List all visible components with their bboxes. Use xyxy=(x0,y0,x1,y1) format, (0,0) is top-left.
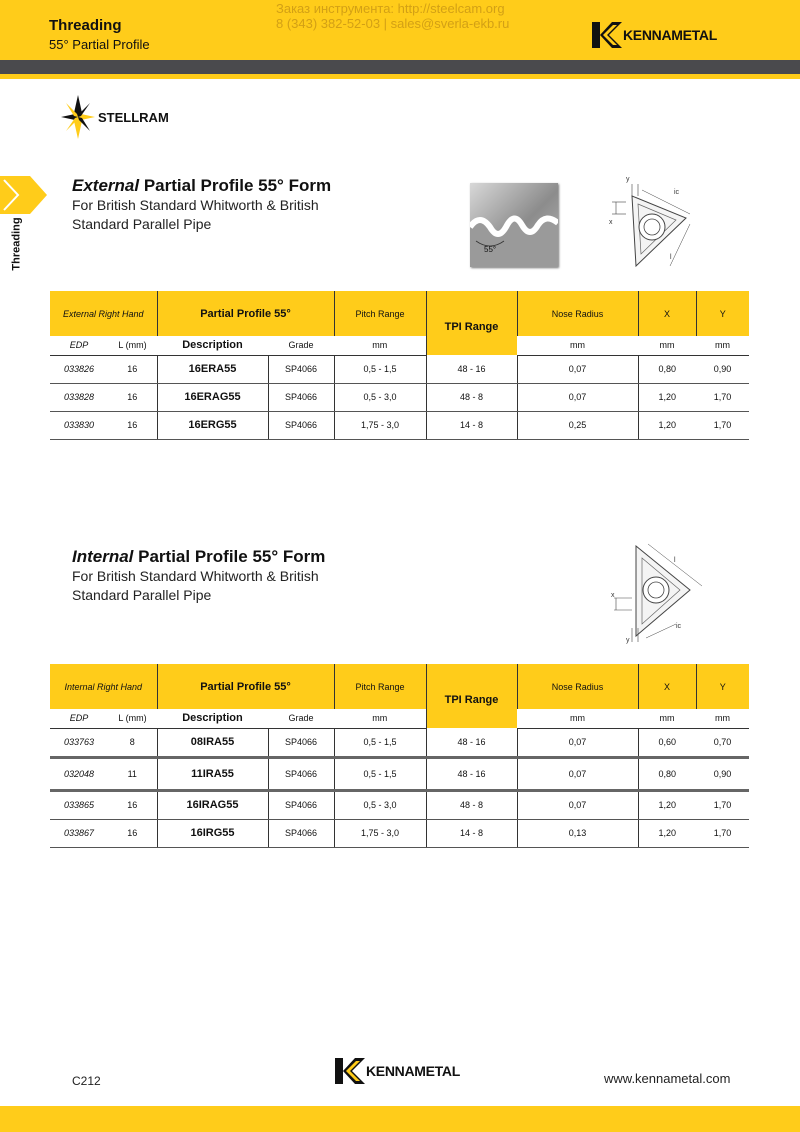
internal-subtitle-line-1: For British Standard Whitworth & British xyxy=(72,568,319,584)
cell-desc: 08IRA55 xyxy=(157,728,268,757)
external-title-em: External xyxy=(72,176,140,195)
internal-pitch-header: Pitch Range xyxy=(334,664,426,709)
cell-grade: SP4066 xyxy=(268,411,334,439)
cell-y: 0,70 xyxy=(696,728,749,757)
footer-bar xyxy=(0,1106,800,1132)
cell-grade: SP4066 xyxy=(268,355,334,383)
kennametal-logo-header xyxy=(592,22,717,48)
page-number: C212 xyxy=(72,1074,101,1088)
internal-nose-unit: mm xyxy=(517,709,638,728)
cell-x: 0,80 xyxy=(638,355,696,383)
cell-y: 1,70 xyxy=(696,411,749,439)
internal-units-row xyxy=(50,709,749,728)
header-yellow-stripe xyxy=(0,74,800,79)
cell-pitch: 0,5 - 1,5 xyxy=(334,355,426,383)
cell-nose: 0,07 xyxy=(517,728,638,757)
thread-angle-label: 55° xyxy=(484,245,497,254)
cell-edp: 033828 xyxy=(50,383,108,411)
cell-nose: 0,07 xyxy=(517,383,638,411)
internal-nose-header: Nose Radius xyxy=(517,664,638,709)
cell-edp: 033826 xyxy=(50,355,108,383)
footer-url-link[interactable]: www.kennametal.com xyxy=(604,1071,731,1086)
diagram-l-label: l xyxy=(670,254,672,261)
contact-line-2[interactable]: 8 (343) 382-52-03 | sales@sverla-ekb.ru xyxy=(276,16,510,31)
internal-subtitle-line-2: Standard Parallel Pipe xyxy=(72,587,212,603)
external-l-unit: L (mm) xyxy=(108,336,157,355)
cell-desc: 16ERAG55 xyxy=(157,383,268,411)
kennametal-wordmark: KENNAMETAL xyxy=(623,27,717,43)
cell-x: 1,20 xyxy=(638,819,696,847)
table-row xyxy=(50,790,749,819)
cell-pitch: 1,75 - 3,0 xyxy=(334,819,426,847)
cell-y: 0,90 xyxy=(696,355,749,383)
cell-grade: SP4066 xyxy=(268,728,334,757)
stellram-star-icon xyxy=(60,94,96,140)
cell-nose: 0,07 xyxy=(517,790,638,819)
cell-y: 1,70 xyxy=(696,790,749,819)
diagram-x-label: x xyxy=(611,592,615,599)
internal-spec-table xyxy=(50,664,749,848)
internal-subtitle xyxy=(72,567,319,605)
cell-x: 1,20 xyxy=(638,790,696,819)
cell-desc: 11IRA55 xyxy=(157,757,268,790)
cell-tpi: 14 - 8 xyxy=(426,411,517,439)
kennametal-wordmark: KENNAMETAL xyxy=(366,1063,460,1079)
cell-nose: 0,13 xyxy=(517,819,638,847)
internal-y-header: Y xyxy=(696,664,749,709)
cell-nose: 0,25 xyxy=(517,411,638,439)
cell-grade: SP4066 xyxy=(268,757,334,790)
kennametal-logo-footer xyxy=(335,1058,460,1084)
table-row xyxy=(50,411,749,439)
internal-y-unit: mm xyxy=(696,709,749,728)
internal-tpi-header: TPI Range xyxy=(426,664,517,728)
external-subtitle xyxy=(72,196,319,234)
cell-tpi: 48 - 16 xyxy=(426,728,517,757)
cell-x: 1,20 xyxy=(638,383,696,411)
cell-nose: 0,07 xyxy=(517,355,638,383)
cell-tpi: 48 - 16 xyxy=(426,757,517,790)
stellram-logo xyxy=(60,94,169,140)
side-tab-arrow-icon xyxy=(0,176,48,214)
external-spec-table xyxy=(50,291,749,440)
internal-header-row xyxy=(50,664,749,709)
cell-pitch: 0,5 - 1,5 xyxy=(334,728,426,757)
cell-l: 16 xyxy=(108,355,157,383)
external-nose-header: Nose Radius xyxy=(517,291,638,336)
cell-y: 1,70 xyxy=(696,819,749,847)
internal-insert-diagram xyxy=(606,540,710,646)
cell-grade: SP4066 xyxy=(268,819,334,847)
external-insert-diagram xyxy=(604,174,704,274)
cell-desc: 16IRG55 xyxy=(157,819,268,847)
external-thread-photo xyxy=(470,183,558,267)
cell-x: 0,80 xyxy=(638,757,696,790)
header-dark-stripe xyxy=(0,60,800,74)
diagram-y-label: y xyxy=(626,637,630,644)
external-section-title xyxy=(72,176,331,196)
cell-l: 16 xyxy=(108,383,157,411)
cell-grade: SP4066 xyxy=(268,790,334,819)
contact-line-1[interactable]: Заказ инструмента: http://steelcam.org xyxy=(276,1,505,16)
cell-desc: 16ERG55 xyxy=(157,411,268,439)
cell-edp: 033830 xyxy=(50,411,108,439)
cell-y: 0,90 xyxy=(696,757,749,790)
header-title: Threading xyxy=(49,17,122,34)
cell-desc: 16IRAG55 xyxy=(157,790,268,819)
kennametal-mark-icon xyxy=(592,22,622,48)
internal-x-unit: mm xyxy=(638,709,696,728)
external-x-unit: mm xyxy=(638,336,696,355)
cell-nose: 0,07 xyxy=(517,757,638,790)
diagram-ic-label: ic xyxy=(674,189,680,196)
internal-hand-header: Internal Right Hand xyxy=(50,664,157,709)
table-row xyxy=(50,819,749,847)
internal-desc-unit: Description xyxy=(157,709,268,728)
external-profile-header: Partial Profile 55° xyxy=(157,291,334,336)
external-subtitle-line-1: For British Standard Whitworth & British xyxy=(72,197,319,213)
diagram-y-label: y xyxy=(626,176,630,183)
cell-edp: 033763 xyxy=(50,728,108,757)
cell-tpi: 48 - 8 xyxy=(426,790,517,819)
cell-y: 1,70 xyxy=(696,383,749,411)
cell-edp: 033867 xyxy=(50,819,108,847)
internal-section-title xyxy=(72,547,325,567)
cell-l: 16 xyxy=(108,819,157,847)
header-contact xyxy=(276,1,509,31)
cell-pitch: 1,75 - 3,0 xyxy=(334,411,426,439)
cell-edp: 032048 xyxy=(50,757,108,790)
external-header-row xyxy=(50,291,749,336)
external-y-header: Y xyxy=(696,291,749,336)
diagram-ic-label: ic xyxy=(676,623,682,630)
thread-profile-icon xyxy=(470,183,558,267)
cell-tpi: 48 - 8 xyxy=(426,383,517,411)
internal-profile-header: Partial Profile 55° xyxy=(157,664,334,709)
external-nose-unit: mm xyxy=(517,336,638,355)
external-x-header: X xyxy=(638,291,696,336)
stellram-wordmark: STELLRAM xyxy=(98,109,169,125)
external-title-rest: Partial Profile 55° Form xyxy=(139,176,332,195)
cell-l: 16 xyxy=(108,411,157,439)
internal-pitch-unit: mm xyxy=(334,709,426,728)
side-tab-label: Threading xyxy=(10,217,23,271)
external-pitch-header: Pitch Range xyxy=(334,291,426,336)
kennametal-mark-icon xyxy=(335,1058,365,1084)
cell-x: 0,60 xyxy=(638,728,696,757)
cell-pitch: 0,5 - 3,0 xyxy=(334,790,426,819)
diagram-l-label: l xyxy=(674,557,676,564)
cell-tpi: 48 - 16 xyxy=(426,355,517,383)
cell-tpi: 14 - 8 xyxy=(426,819,517,847)
internal-x-header: X xyxy=(638,664,696,709)
diagram-x-label: x xyxy=(609,219,613,226)
external-grade-unit: Grade xyxy=(268,336,334,355)
external-hand-header: External Right Hand xyxy=(50,291,157,336)
cell-pitch: 0,5 - 3,0 xyxy=(334,383,426,411)
header-subtitle: 55° Partial Profile xyxy=(49,37,150,52)
external-units-row xyxy=(50,336,749,355)
external-desc-unit: Description xyxy=(157,336,268,355)
table-row xyxy=(50,728,749,757)
internal-l-unit: L (mm) xyxy=(108,709,157,728)
external-edp-unit: EDP xyxy=(50,336,108,355)
cell-l: 8 xyxy=(108,728,157,757)
internal-title-rest: Partial Profile 55° Form xyxy=(133,547,326,566)
internal-title-em: Internal xyxy=(72,547,134,566)
external-subtitle-line-2: Standard Parallel Pipe xyxy=(72,216,212,232)
cell-l: 16 xyxy=(108,790,157,819)
external-y-unit: mm xyxy=(696,336,749,355)
external-pitch-unit: mm xyxy=(334,336,426,355)
cell-edp: 033865 xyxy=(50,790,108,819)
cell-x: 1,20 xyxy=(638,411,696,439)
internal-grade-unit: Grade xyxy=(268,709,334,728)
cell-l: 11 xyxy=(108,757,157,790)
internal-edp-unit: EDP xyxy=(50,709,108,728)
cell-pitch: 0,5 - 1,5 xyxy=(334,757,426,790)
table-row xyxy=(50,757,749,790)
cell-grade: SP4066 xyxy=(268,383,334,411)
table-row xyxy=(50,383,749,411)
table-row xyxy=(50,355,749,383)
cell-desc: 16ERA55 xyxy=(157,355,268,383)
external-tpi-header: TPI Range xyxy=(426,291,517,355)
